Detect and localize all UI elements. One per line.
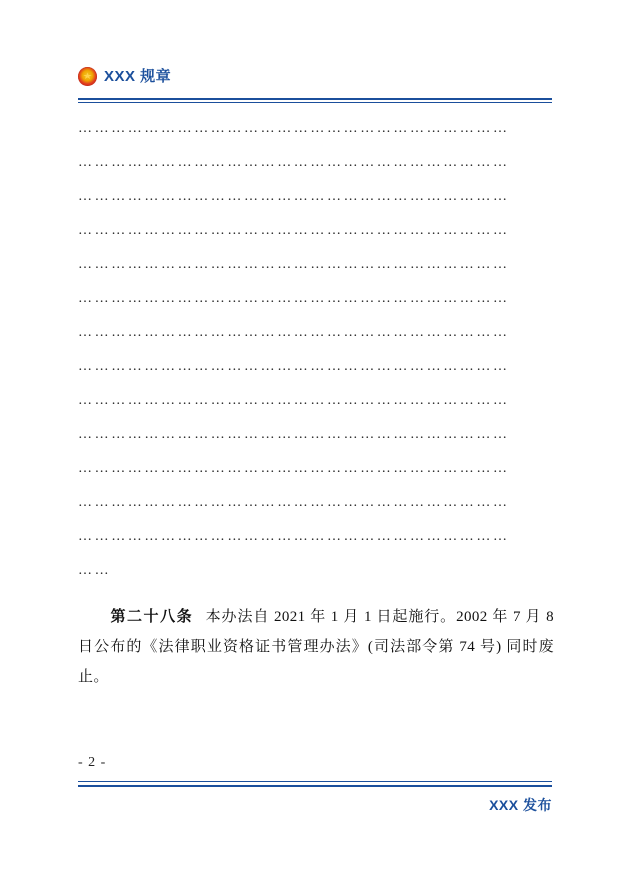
document-header bbox=[78, 60, 552, 104]
document-body bbox=[78, 112, 554, 692]
omitted-line: …………………………………………………………………… bbox=[78, 257, 510, 272]
footer-divider-thin bbox=[78, 781, 552, 782]
omitted-line: …………………………………………………………………… bbox=[78, 393, 510, 408]
omitted-line: …………………………………………………………………… bbox=[78, 529, 510, 544]
publisher-label: XXX 发布 bbox=[489, 797, 552, 813]
header-row bbox=[78, 60, 552, 92]
article-paragraph bbox=[78, 602, 554, 692]
omitted-line-tail: …… bbox=[78, 563, 112, 578]
omitted-line: …………………………………………………………………… bbox=[78, 223, 510, 238]
national-emblem-icon bbox=[78, 67, 97, 86]
omitted-line: …………………………………………………………………… bbox=[78, 495, 510, 510]
header-divider-thin bbox=[78, 102, 552, 103]
omitted-line: …………………………………………………………………… bbox=[78, 155, 510, 170]
article-number: 第二十八条 bbox=[110, 609, 194, 625]
omitted-line: …………………………………………………………………… bbox=[78, 359, 510, 374]
omitted-line: …………………………………………………………………… bbox=[78, 291, 510, 306]
footer-divider-thick bbox=[78, 785, 552, 787]
header-divider-thick bbox=[78, 98, 552, 100]
omitted-line: …………………………………………………………………… bbox=[78, 461, 510, 476]
header-title: XXX 规章 bbox=[104, 67, 172, 85]
omitted-line: …………………………………………………………………… bbox=[78, 427, 510, 442]
article-text: 本办法自 2021 年 1 月 1 日起施行。2002 年 7 月 8 日公布的《法律职业资格证书管理办法》(司法部令第 74 号) 同时废止。 bbox=[78, 609, 554, 685]
omitted-line: …………………………………………………………………… bbox=[78, 121, 510, 136]
page-number: - 2 - bbox=[78, 755, 107, 770]
omitted-line: …………………………………………………………………… bbox=[78, 189, 510, 204]
omitted-line: …………………………………………………………………… bbox=[78, 325, 510, 340]
